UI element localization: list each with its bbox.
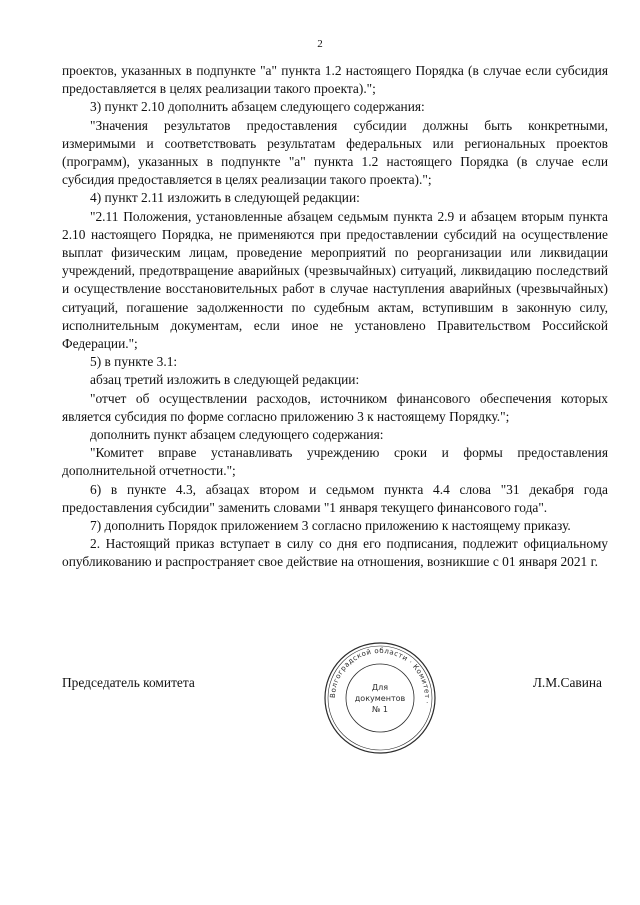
paragraph-item-5: 5) в пункте 3.1: <box>90 354 178 370</box>
signatory-name: Л.М.Савина <box>532 675 602 690</box>
paragraph-item-3-text: "Значения результатов предоставления субсидии должны быть конкретными, измеримыми и соответствовать результатам федеральных или региональных проектов (программ), указанных в подпункте "а" пункта 1.2 настоящего Порядка (в случае если субсидия предоставляется в целях реализации такого проекта)."; <box>62 117 608 188</box>
paragraph-item-5-sub1: абзац третий изложить в следующей редакции: <box>90 372 360 388</box>
paragraph-item-5-sub2-text: "Комитет вправе устанавливать учреждению сроки и формы предоставления дополнительной отчетности."; <box>62 445 608 479</box>
paragraph-continuation: проектов, указанных в подпункте "а" пункта 1.2 настоящего Порядка (в случае если субсидия предоставляется в целях реализации такого проекта)."; <box>62 63 608 97</box>
stamp-center-line2: документов <box>354 694 406 703</box>
paragraph-item-3: 3) пункт 2.10 дополнить абзацем следующего содержания: <box>90 99 425 115</box>
stamp-center-line1: Для <box>371 683 389 692</box>
paragraph-section-2: 2. Настоящий приказ вступает в силу со дня его подписания, подлежит официальному опубликованию и распространяет свое действие на отношения, возникшие с 01 января 2021 г. <box>62 536 608 570</box>
stamp-center-line3: № 1 <box>372 705 388 714</box>
signatory-position: Председатель комитета <box>62 675 195 690</box>
signature-block <box>62 675 608 695</box>
paragraph-item-7: 7) дополнить Порядок приложением 3 согласно приложению к настоящему приказу. <box>90 518 571 534</box>
stamp-ring-text: Волгоградской области · Комитет · <box>328 646 432 705</box>
paragraph-item-4: 4) пункт 2.11 изложить в следующей редакции: <box>90 190 360 206</box>
paragraph-item-4-text: "2.11 Положения, установленные абзацем седьмым пункта 2.9 и абзацем вторым пункта 2.10 настоящего Порядка, не применяются при предоставлении субсидий на осуществление выплат физическим лицам, проведение мероприятий по реорганизации или ликвидации учреждений, предотвращение аварийных (чрезвычайных) ситуаций, ликвидацию последствий и осуществление восстановительных работ в случае наступления аварийных (чрезвычайных) ситуаций, погашение задолженности по судебным актам, вступившим в законную силу, исполнительным документам, если иное не установлено Правительством Российской Федерации."; <box>62 208 608 352</box>
document-body <box>62 62 608 572</box>
page-number: 2 <box>317 38 323 50</box>
official-stamp <box>322 640 438 756</box>
paragraph-item-5-sub2: дополнить пункт абзацем следующего содержания: <box>90 427 384 443</box>
paragraph-item-5-sub1-text: "отчет об осуществлении расходов, источником финансового обеспечения которых является субсидия по форме согласно приложению 3 к настоящему Порядку."; <box>62 390 608 424</box>
paragraph-item-6: 6) в пункте 4.3, абзацах втором и седьмом пункта 4.4 слова "31 декабря года предоставления субсидии" заменить словами "1 января текущего финансового года". <box>62 481 608 515</box>
